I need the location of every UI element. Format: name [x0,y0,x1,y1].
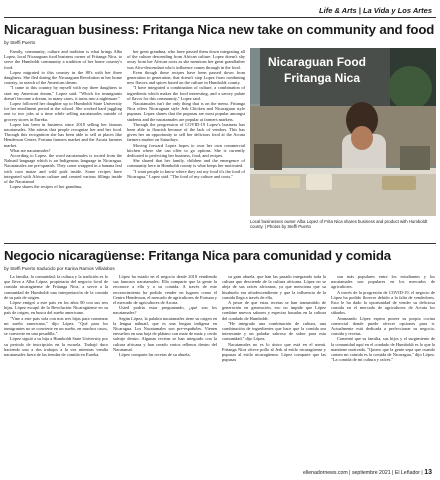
section-header: Life & Arts | La Vida y Los Artes [319,6,432,15]
sign-line-1: Nicaraguan Food [268,55,367,69]
spanish-headline: Negocio nicaragüense: Fritanga Nica para comunidad y comida [4,248,391,263]
english-column-2 [127,49,245,247]
page-number: 13 [424,469,432,476]
paragraph: Even though these recipes have been passed down from generation to generation, that doesn't stop Lopez from combining new flavors and spices based on the culture in Humboldt county. [127,69,245,86]
paragraph: "I want people to know where they eat my food it's the food of Nicaragua," Lopez said. "The food of my culture and roots." [127,168,245,179]
english-headline: Nicaraguan business: Fritanga Nica new take on community and food [4,22,435,37]
paragraph: her great grandma, who have passed them down integrating all of the culture descending from African culture. Lopez doesn't shy away from her African roots as she mentions her great grandfather was Afro-descendant who's influence comes through in the food. [127,49,245,70]
paragraph: Avanzando López espera poseer su propia cocina comercial donde puede ofrecer opciones para ir. Actualmente está dedicada a perfeccionar su negocio, comida y recetas. [331,315,435,337]
paragraph: Moving forward Lopez hopes to own her own commercial kitchen where she can offer to go options. She is currently dedicated to perfecting her business, food, and recipes. [127,142,245,159]
paragraph: Lopez shares the recipes of her grandma, [10,184,83,190]
spanish-column-2 [113,274,217,462]
spanish-byline: by Steffi Puerto traducido por Karina Ramos Villalobos [4,266,115,271]
photo-caption: Local businesses owner Alba Lopez of Frita Nica shares business and product with Humboldt county. | Photos by Steffi Puerto [250,219,428,230]
paragraph: López ha estado en el negocio desde 2018 vendiendo sus famosos nacatamales. Ella comparte que la gente la reconoce a ella y a su comida. A través de este reconocimiento ha podido vender en lugares como el Centro Henderson, el mercado de agricultores de Fortuna y el mercado de agricultores de Arcata. [113,274,217,306]
paragraph: Comentó que su familia, sus hijos y el surgimiento de la comunidad aquí en el condado de Humboldt es lo que la mantiene motivada. "Quiero que la gente sepa que cuando comen mi comida es la comida de Nicaragua," dijo López. "La comida de mi cultura y raíces." [331,336,435,363]
paragraph: Nacatamales no es lo único que está en el menú. Fritanga Nica ofrece pollo al Jerk al estilo nicaragüense y pupusas al estilo nicaragüense. López comparte que las pupusas [222,341,326,363]
footer-site: ellenadornews.com [303,470,348,476]
spanish-column-4 [331,274,435,454]
paragraph: A pesar de que estas recetas se han transmitido de generación en generación, eso no impide que López combine nuevos sabores y especias basadas en la cultura del condado de Humboldt. [222,300,326,321]
paragraph: What are nacatamales? [10,147,51,153]
paragraph: She shared that her family, children and the emergence of community here in Humboldt county is what keeps her motivated. [127,158,245,169]
paragraph: López siguió a su hija a Humboldt State University por su período de inscripción en la escuela. Trabajó duro haciendo uno a dos trabajos a la vez mientras vendía nacatamales fuera de las tiendas de comida en Eureka. [4,336,108,358]
paragraph: According to Lopez, the word nacatamales is rooted from the Nahuatl language which is an Indigenous language in Nicaragua. Nacatamales are pre-spanish. They come wrapped in a banana leaf with corn maize and wild pork inside. Some recipes have integrated with African culture and created various fillings inside of the Nacatamal. [4,153,122,185]
paragraph: "I came to this country by myself with my three daughters to start my American dream," Lopez said. "Which for immigrants doesn't become a dream, in many cases, it turns into a nightmare." [4,85,122,101]
paragraph: A través de la progresión de COVID-19, el negocio de López ha podido florecer debido a la falta de vendedores. Esto le ha dado la oportunidad de vender su deliciosa comida en el mercado de agricultores de Arcata los sábados. [331,289,435,316]
paragraph: Lopez has been in business since 2018 selling her famous nacatamales. She attests that people recognize her and her food. Through this recognition she has been able to sell at places like Henderson Center, Fortuna farmers market and the Arcata farmers market. [4,121,122,148]
paragraph: López emigró a este país en los años 80 con sus tres hijas. López escapó de la Revolución Nicaragüense en su país de origen, en busca del sueño americano. [4,300,108,316]
paragraph: Through the progression of COVID-19 Lopez's business has been able to flourish because of the lack of vendors. This has given her an opportunity to sell her delicious food at the Arcata farmers market on Saturdays. [127,121,245,143]
paragraph: Lopez followed her daughter up to Humboldt State University for her enrollment period at the school. She worked hard juggling one to two jobs at a time while selling nacatamales outside of grocery stores in Eureka. [4,101,122,122]
sign-line-2: Fritanga Nica [284,71,361,85]
page-footer: ellenadornews.com | septiembre 2021 | El Leñador | 13 [303,469,432,476]
english-column-1 [4,49,122,247]
paragraph: Nacatamales isn't the only thing that is on the menu. Fritanga Nica offers Nicaraguan style Jerk Chicken and Nicaraguan style pupusas. Lopez shares that the pupusas are most popular amongst students and the nacatamales are popular at farmers markets. [127,101,245,122]
section-divider [4,243,436,244]
paragraph: su gran abuela, que han las pasado integrando toda la cultura que desciende de la cultura africana. López no se aleja de sus raíces africanas, ya que menciona que su bisabuelo era afrodescendiente y que la influencia de la comida llega a través de ella. [222,274,326,300]
paragraph: Lopez migrated to this country in the 80's with her three daughters. She fled during the Nicaraguan Revolution in her home country, in search of the American dream. [4,69,122,86]
paragraph: La familia, la comunidad, la cultura y la tradición es lo que lleva a Alba López, propietaria del negocio local de comida nicaragüense de Fritanga Nica, a servir a la comunidad de Humboldt una interpretación de la comida de su país de origen. [4,274,108,300]
paragraph: Según López, la palabra nacatamales tiene su origen en la lengua náhuatl, que es una lengua indígena en Nicaragua. Los Nacatamales son pre-españoles. Vienen envueltos en una hoja de plátano con maíz de maíz y cerdo salvaje dentro. Algunas recetas se han integrado con la cultura africana y han creado varios rellenos dentro del Nacatamal. [113,315,217,352]
paragraph: "Vine a este país sola con mis tres hijas para comenzar mi sueño americano," dijo López. "Qué para los inmigrantes no se convierte en un sueño, en muchos casos, se convierte en una pesadilla." [4,315,108,337]
header-rule [4,17,436,18]
paragraph: "I have integrated a combination of culture, a combination of ingredients which makes the food interesting, and a savory palate of flavor for this community," Lopez said. [127,85,245,101]
photo-illustration [250,48,436,216]
paragraph: "He integrado una combinación de cultura, una combinación de ingredientes que hace que la comida sea interesante y un paladar sabroso de sabor para esta comunidad," dijo López. [222,320,326,342]
paragraph: son más populares entre los estudiantes y los nacatamales son populares en los mercados de agricultores. [331,274,435,290]
paragraph: Family, community, culture and tradition is what brings Alba Lopez, local Nicaraguan food business owner of Fritanga Nica, to serve the Humboldt community a tradition of her home country's food. [4,49,122,70]
footer-paper: El Leñador [394,470,420,476]
english-byline: by Steffi Puerto [4,40,36,45]
paragraph: López comparte las recetas de su abuela, [119,352,191,358]
footer-date: septiembre 2021 [351,470,391,476]
paragraph: Usted podría estar preguntando, ¿qué son los nacatamales? [113,305,217,316]
spanish-column-1 [4,274,108,462]
spanish-column-3 [222,274,326,462]
vendor-photo [250,48,436,216]
